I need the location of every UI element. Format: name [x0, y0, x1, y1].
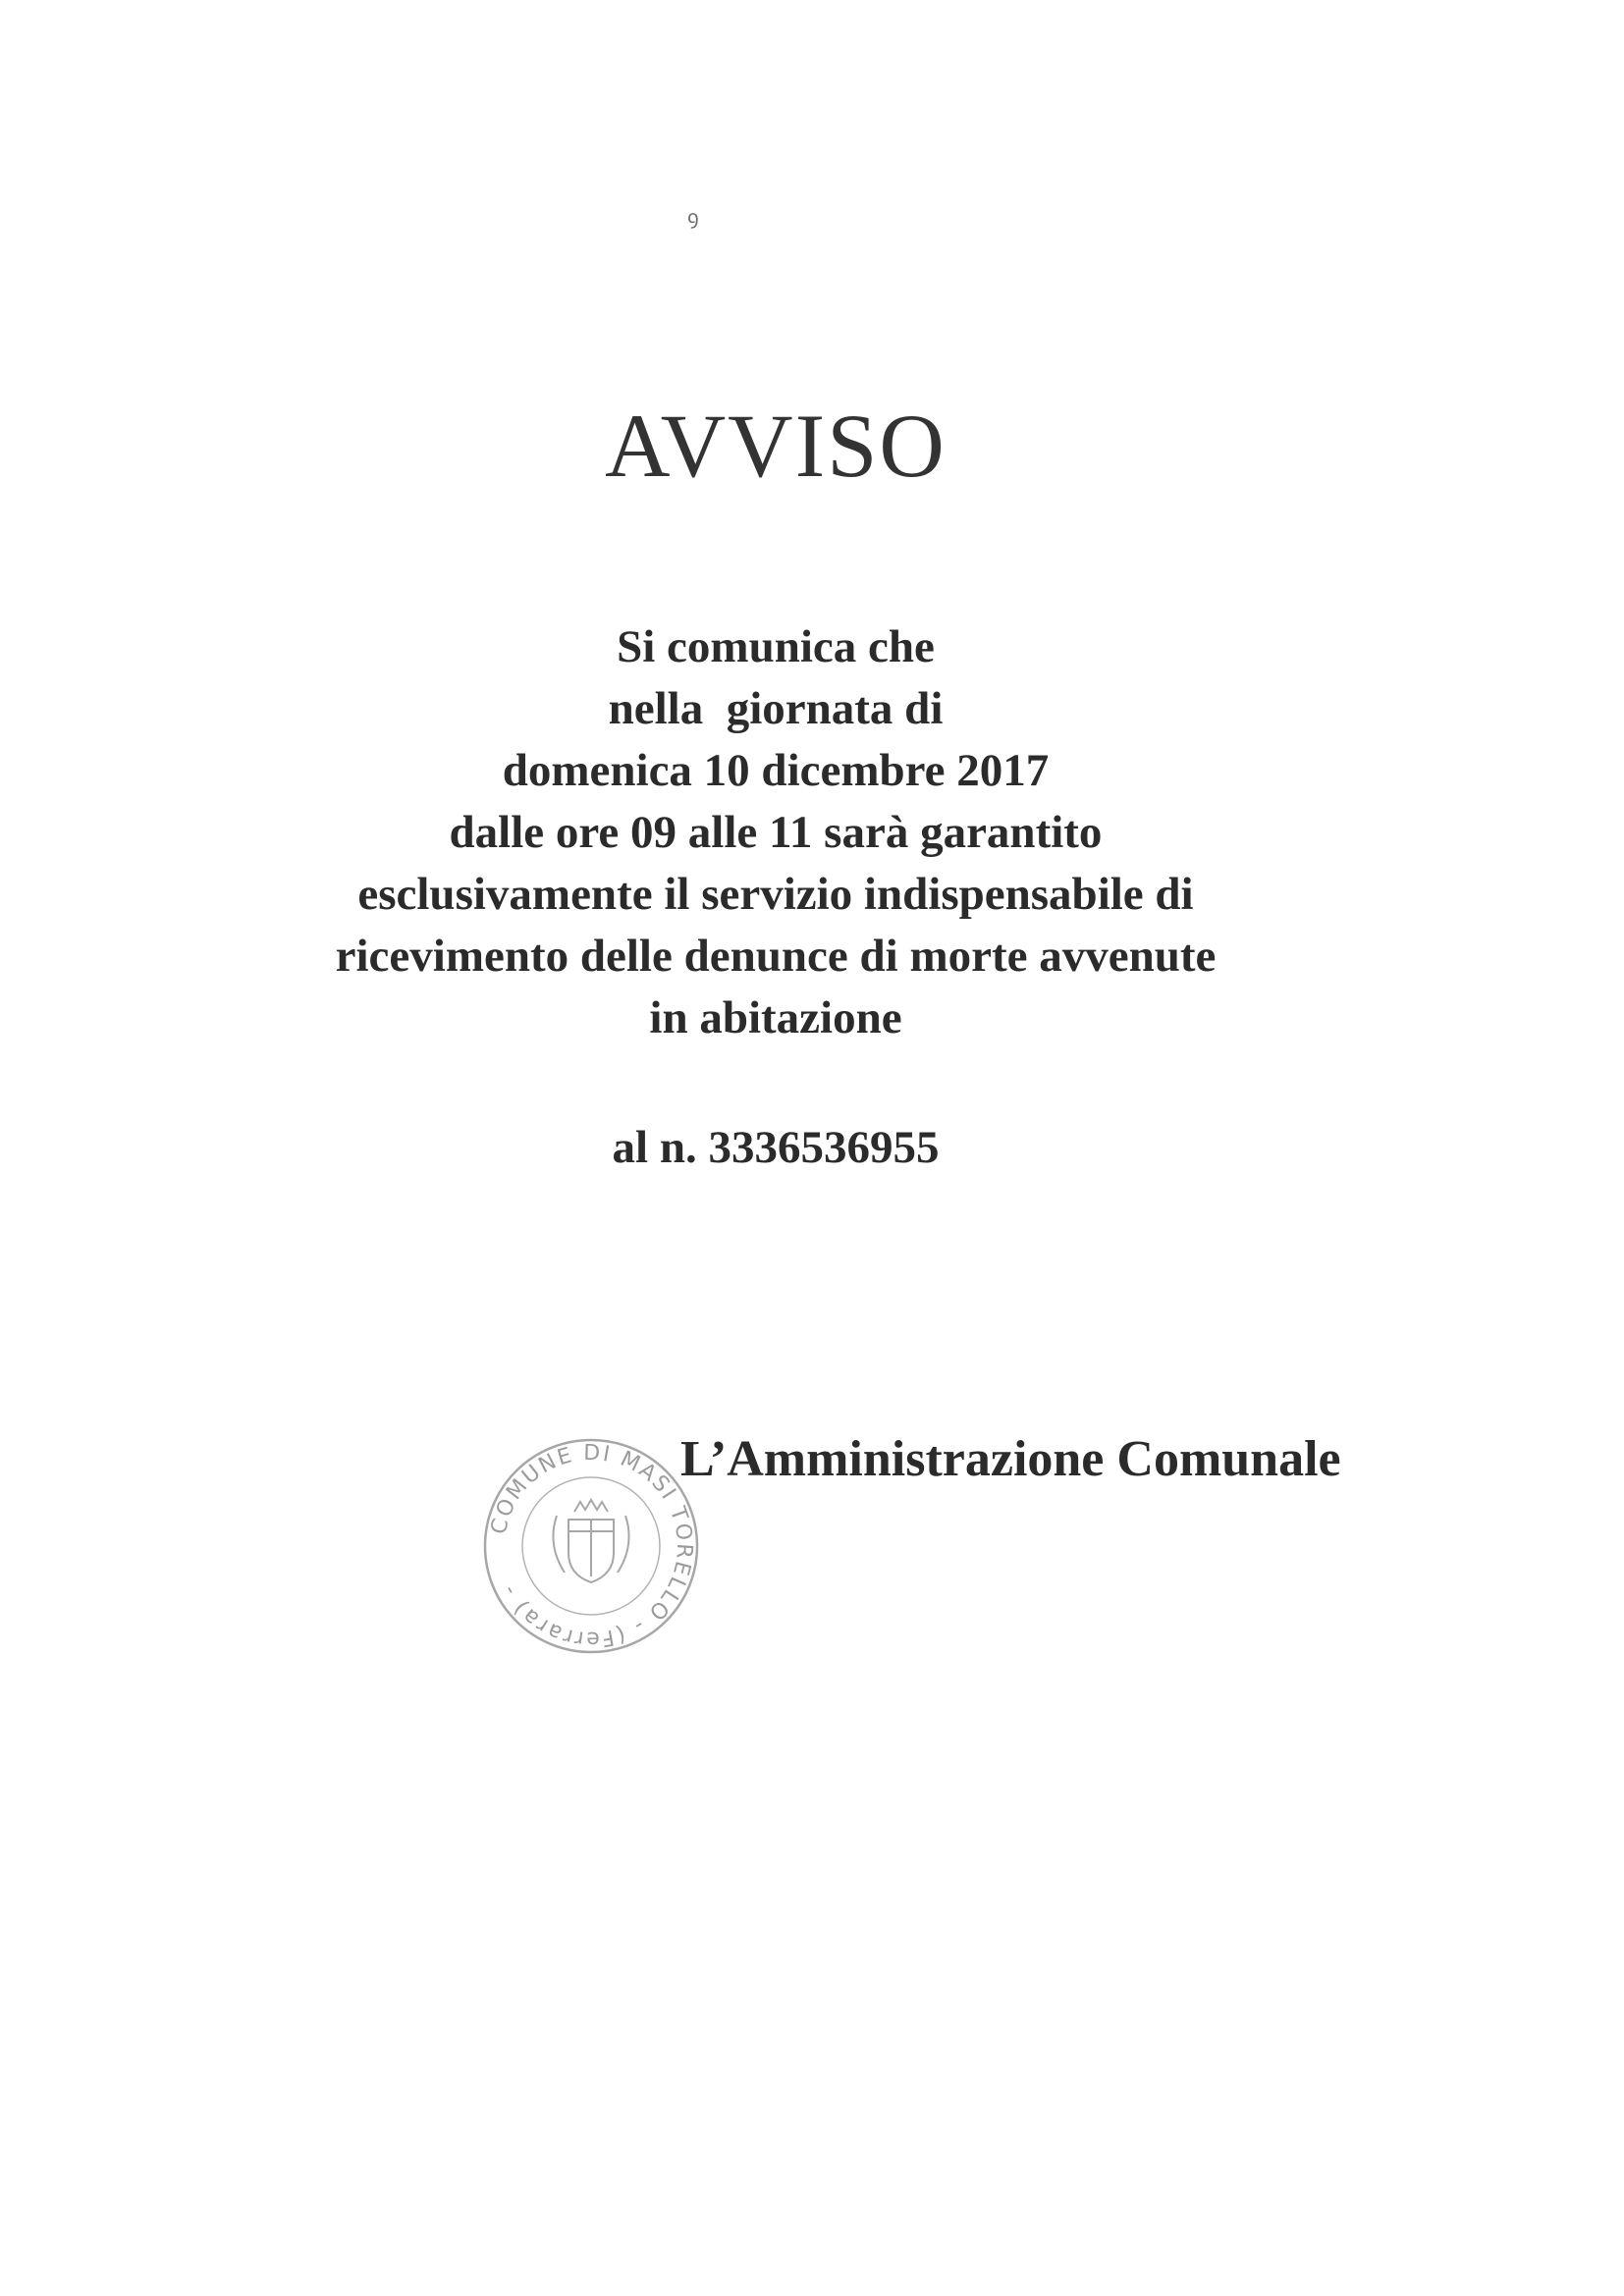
notice-title: AVVISO: [605, 396, 947, 496]
signature-line: L’Amministrazione Comunale: [680, 1431, 1341, 1487]
notice-line: ricevimento delle denunce di morte avvenute: [335, 931, 1217, 982]
coat-of-arms-icon: [553, 1500, 628, 1582]
notice-body: [0, 616, 1551, 1049]
notice-line: Si comunica che: [617, 621, 935, 672]
municipal-stamp-icon: [478, 1433, 704, 1659]
notice-line: esclusivamente il servizio indispensabile di: [357, 869, 1194, 920]
notice-line: domenica 10 dicembre 2017: [502, 745, 1050, 796]
stamp-ring-text: COMUNE DI MASI TORELLO - (Ferrara) -: [486, 1440, 697, 1652]
notice-line: dalle ore 09 alle 11 sarà garantito: [449, 807, 1103, 858]
notice-line: nella giornata di: [608, 683, 944, 734]
scan-mark: ꝯ: [687, 207, 699, 229]
notice-line: in abitazione: [649, 992, 902, 1043]
phone-number-line: al n. 3336536955: [612, 1122, 940, 1173]
